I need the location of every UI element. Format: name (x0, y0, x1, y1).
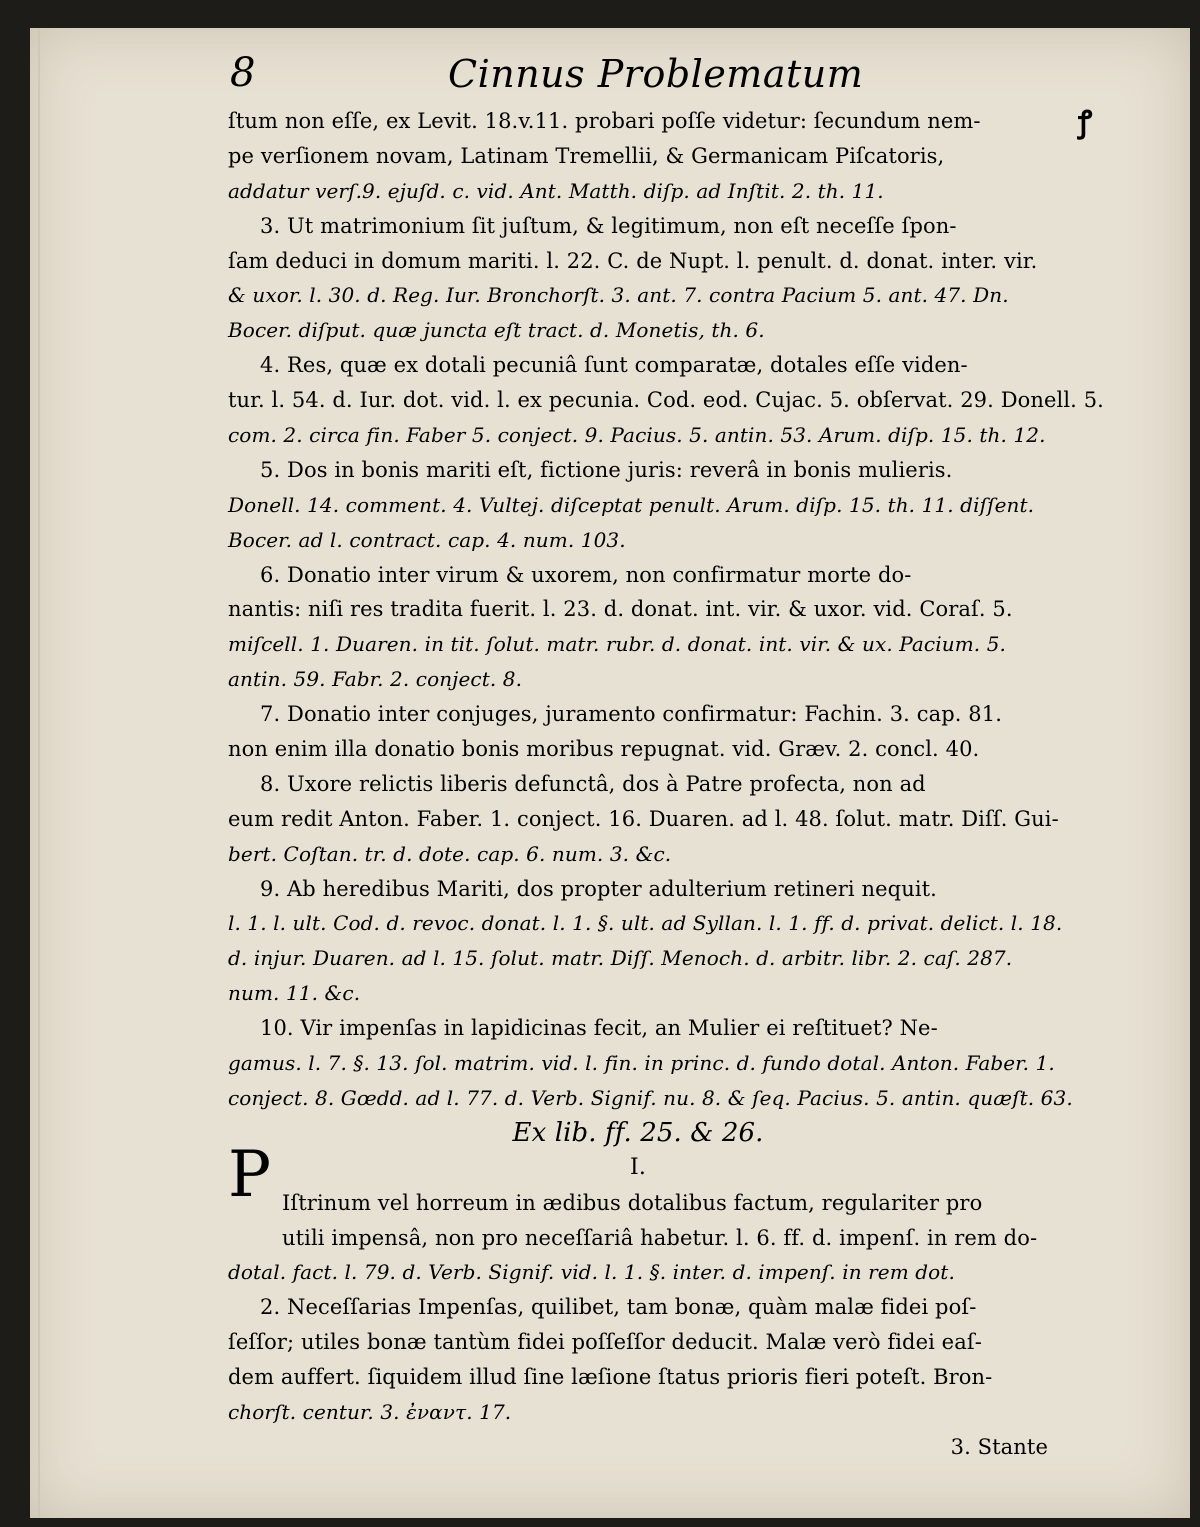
section-number: I. (630, 1154, 646, 1180)
text-line: antin. 59. Fabr. 2. conject. 8. (228, 667, 523, 692)
text-line: utili impensâ, non pro neceſſariâ habetur. l. 6. ff. d. impenſ. in rem do- (282, 1225, 1038, 1250)
text-line: nantis: niſi res tradita fuerit. l. 23. d. donat. int. vir. & uxor. vid. Coraſ. 5. (228, 597, 1013, 622)
text-line: miſcell. 1. Duaren. in tit. ſolut. matr. rubr. d. donat. int. vir. & ux. Pacium. 5. (228, 632, 1006, 657)
text-line: chorſt. centur. 3. ἐναντ. 17. (228, 1399, 512, 1424)
text-line: d. injur. Duaren. ad l. 15. ſolut. matr. Diſſ. Menoch. d. arbitr. libr. 2. caſ. 287. (228, 946, 1013, 971)
text-line: 9. Ab heredibus Mariti, dos propter adulterium retineri nequit. (260, 876, 937, 901)
text-line: eum redit Anton. Faber. 1. conject. 16. Duaren. ad l. 48. ſolut. matr. Diſſ. Gui- (228, 806, 1059, 831)
page-edge (38, 28, 40, 1518)
page-header (0, 50, 1200, 110)
text-line: Bocer. diſput. quæ juncta eſt tract. d. Monetis, th. 6. (228, 318, 765, 343)
text-line: conject. 8. Gœdd. ad l. 77. d. Verb. Signif. nu. 8. & ſeq. Pacius. 5. antin. quæſt. 63. (228, 1085, 1073, 1110)
text-line: 10. Vir impenſas in lapidicinas fecit, an Mulier ei reſtituet? Ne- (260, 1016, 938, 1041)
text-line: l. 1. l. ult. Cod. d. revoc. donat. l. 1. §. ult. ad Syllan. l. 1. ff. d. privat. delict. l. 18. (228, 911, 1063, 936)
text-line: num. 11. &c. (228, 981, 361, 1006)
catchword: 3. Stante (950, 1434, 1048, 1459)
running-title: Cinnus Problematum (448, 52, 864, 96)
text-line: ſeſſor; utiles bonæ tantùm fidei poſſeſſor deducit. Malæ verò fidei eaſ- (228, 1330, 982, 1355)
page-number: 8 (230, 50, 256, 96)
text-line: ſtum non eſſe, ex Levit. 18.v.11. probari poſſe videtur: ſecundum nem- (228, 109, 981, 133)
text-line: ſam deduci in domum mariti. l. 22. C. de Nupt. l. penult. d. donat. inter. vir. (228, 248, 1038, 273)
text-line: 8. Uxore relictis liberis defunctâ, dos à Patre profecta, non ad (260, 771, 926, 796)
text-line: Iſtrinum vel horreum in ædibus dotalibus factum, regulariter pro (282, 1190, 983, 1215)
text-line: com. 2. circa fin. Faber 5. conject. 9. Pacius. 5. antin. 53. Arum. diſp. 15. th. 12. (228, 423, 1046, 448)
text-line: dem auffert. ſiquidem illud ſine læſione ſtatus prioris fieri poteſt. Bron- (228, 1365, 993, 1390)
text-line: non enim illa donatio bonis moribus repugnat. vid. Græv. 2. concl. 40. (228, 737, 980, 762)
text-line: tur. l. 54. d. Iur. dot. vid. l. ex pecunia. Cod. eod. Cujac. 5. obſervat. 29. Donell. 5. (228, 388, 1104, 413)
text-line: 5. Dos in bonis mariti eſt, fictione juris: reverâ in bonis mulieris. (260, 457, 953, 482)
text-line: & uxor. l. 30. d. Reg. Iur. Bronchorſt. 3. ant. 7. contra Pacium 5. ant. 47. Dn. (228, 283, 1009, 308)
text-line: 2. Neceſſarias Impenſas, quilibet, tam bonæ, quàm malæ fidei poſ- (260, 1295, 977, 1320)
drop-cap: P (228, 1138, 272, 1212)
text-line: pe verſionem novam, Latinam Tremellii, & Germanicam Piſcatoris, (228, 143, 945, 168)
text-line: dotal. fact. l. 79. d. Verb. Signif. vid. l. 1. §. inter. d. impenſ. in rem dot. (228, 1260, 955, 1285)
main-text (228, 104, 1104, 1465)
text-line: gamus. l. 7. §. 13. ſol. matrim. vid. l. fin. in princ. d. fundo dotal. Anton. Faber. 1. (228, 1051, 1055, 1076)
section-heading: Ex lib. ff. 25. & 26. (512, 1117, 764, 1148)
text-line: 6. Donatio inter virum & uxorem, non confirmatur morte do- (260, 562, 912, 587)
text-line: Bocer. ad l. contract. cap. 4. num. 103. (228, 527, 626, 552)
text-line: Donell. 14. comment. 4. Vultej. diſceptat penult. Arum. diſp. 15. th. 11. diſſent. (228, 492, 1035, 517)
text-line: 4. Res, quæ ex dotali pecuniâ ſunt comparatæ, dotales eſſe viden- (260, 353, 968, 378)
text-line: addatur verſ.9. ejuſd. c. vid. Ant. Matth. diſp. ad Inſtit. 2. th. 11. (228, 178, 884, 203)
text-line: 7. Donatio inter conjuges, juramento confirmatur: Fachin. 3. cap. 81. (260, 702, 1002, 727)
margin-mark: ꝭ (1078, 105, 1093, 140)
text-line: 3. Ut matrimonium ſit juſtum, & legitimum, non eſt neceſſe ſpon- (260, 213, 957, 238)
text-line: bert. Coſtan. tr. d. dote. cap. 6. num. 3. &c. (228, 841, 672, 866)
